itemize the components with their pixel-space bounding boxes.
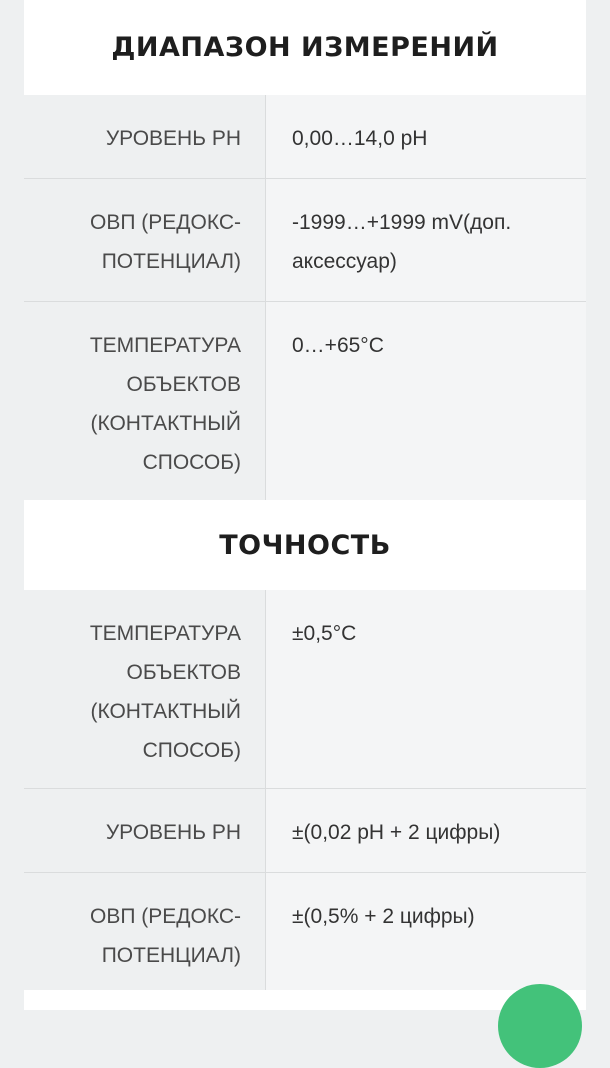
section-title-text: ТОЧНОСТЬ	[219, 529, 391, 561]
spec-row	[24, 179, 586, 302]
spec-value: -1999…+1999 mV(доп. аксессуар)	[266, 179, 586, 301]
spec-row	[24, 590, 586, 789]
spec-value: 0…+65°C	[266, 302, 586, 500]
spec-value: ±(0,5% + 2 цифры)	[266, 873, 586, 996]
spec-row	[24, 302, 586, 500]
section-title-accuracy	[24, 500, 586, 590]
spec-label: ОВП (РЕДОКС-ПОТЕНЦИАЛ)	[24, 873, 266, 996]
spec-label: ТЕМПЕРАТУРА ОБЪЕКТОВ (КОНТАКТНЫЙ СПОСОБ)	[24, 302, 266, 500]
spec-label: УРОВЕНЬ PH	[24, 95, 266, 178]
spec-row	[24, 789, 586, 873]
spec-value: 0,00…14,0 pH	[266, 95, 586, 178]
spec-row	[24, 95, 586, 179]
spec-value: ±(0,02 pH + 2 цифры)	[266, 789, 586, 872]
spec-label: ОВП (РЕДОКС-ПОТЕНЦИАЛ)	[24, 179, 266, 301]
chat-button[interactable]	[498, 984, 582, 1068]
spec-label: УРОВЕНЬ PH	[24, 789, 266, 872]
spec-label: ТЕМПЕРАТУРА ОБЪЕКТОВ (КОНТАКТНЫЙ СПОСОБ)	[24, 590, 266, 788]
section-title-text: ДИАПАЗОН ИЗМЕРЕНИЙ	[111, 32, 499, 63]
section-title-range	[24, 0, 586, 95]
spec-row	[24, 873, 586, 996]
spec-value: ±0,5°C	[266, 590, 586, 788]
specs-panel	[24, 0, 586, 996]
